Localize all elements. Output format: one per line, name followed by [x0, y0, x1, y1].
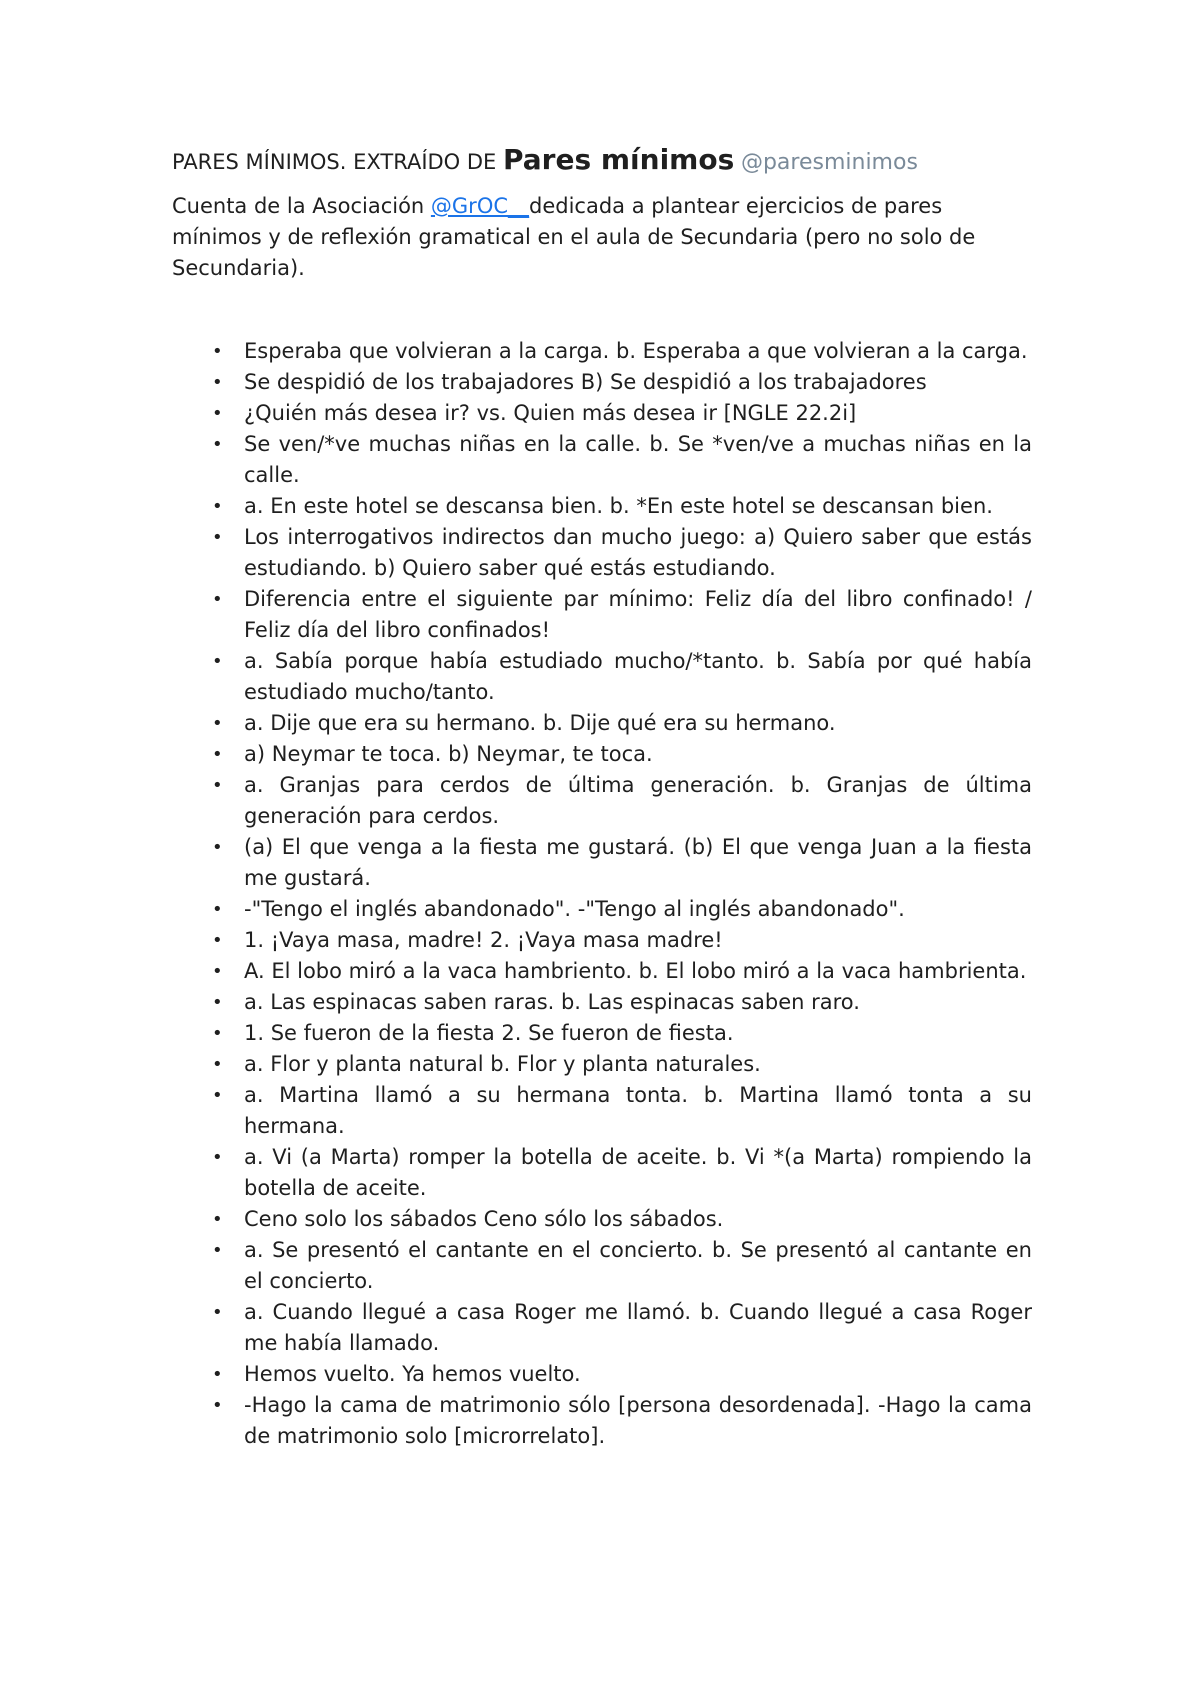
list-item [172, 1080, 1032, 1142]
list-item-text: Se ven/*ve muchas niñas en la calle. b. Se *ven/ve a muchas niñas en la calle. [244, 432, 1032, 487]
bullet-icon: • [212, 1395, 223, 1416]
list-item [172, 1018, 1032, 1049]
list-item [172, 1235, 1032, 1297]
bullet-icon: • [212, 1302, 223, 1323]
intro-paragraph [172, 191, 1032, 284]
heading-handle: @paresminimos [740, 150, 918, 175]
bullet-icon: • [212, 372, 223, 393]
list-item-text: ¿Quién más desea ir? vs. Quien más desea ir [NGLE 22.2i] [244, 401, 857, 425]
bullet-icon: • [212, 589, 223, 610]
list-item-text: a) Neymar te toca. b) Neymar, te toca. [244, 742, 653, 766]
bullet-icon: • [212, 899, 223, 920]
list-item-text: a. Se presentó el cantante en el concierto. b. Se presentó al cantante en el concierto. [244, 1238, 1032, 1293]
heading-prefix: PARES MÍNIMOS. EXTRAÍDO DE [172, 150, 503, 174]
minimal-pairs-list [172, 336, 1032, 1452]
list-item-text: Hemos vuelto. Ya hemos vuelto. [244, 1362, 581, 1386]
list-item [172, 894, 1032, 925]
bullet-icon: • [212, 403, 223, 424]
bullet-icon: • [212, 992, 223, 1013]
bullet-icon: • [212, 527, 223, 548]
list-item [172, 770, 1032, 832]
list-item [172, 1204, 1032, 1235]
list-item [172, 398, 1032, 429]
list-item [172, 522, 1032, 584]
bullet-icon: • [212, 651, 223, 672]
list-item-text: a. Sabía porque había estudiado mucho/*tanto. b. Sabía por qué había estudiado mucho/tanto. [244, 649, 1032, 704]
list-item [172, 832, 1032, 894]
document-page [172, 140, 1032, 1452]
list-item-text: a. Granjas para cerdos de última generación. b. Granjas de última generación para cerdos. [244, 773, 1032, 828]
list-item-text: 1. Se fueron de la fiesta 2. Se fueron de fiesta. [244, 1021, 734, 1045]
bullet-icon: • [212, 496, 223, 517]
list-item [172, 336, 1032, 367]
list-item [172, 429, 1032, 491]
list-item-text: a. Cuando llegué a casa Roger me llamó. b. Cuando llegué a casa Roger me había llamado. [244, 1300, 1032, 1355]
bullet-icon: • [212, 713, 223, 734]
list-item-text: a. Flor y planta natural b. Flor y planta naturales. [244, 1052, 761, 1076]
bullet-icon: • [212, 341, 223, 362]
list-item [172, 1049, 1032, 1080]
list-item-text: a. En este hotel se descansa bien. b. *En este hotel se descansan bien. [244, 494, 993, 518]
bullet-icon: • [212, 930, 223, 951]
list-item [172, 646, 1032, 708]
bullet-icon: • [212, 434, 223, 455]
list-item [172, 739, 1032, 770]
list-item [172, 1359, 1032, 1390]
list-item-text: A. El lobo miró a la vaca hambriento. b. El lobo miró a la vaca hambrienta. [244, 959, 1027, 983]
document-heading [172, 140, 1032, 183]
bullet-icon: • [212, 1054, 223, 1075]
bullet-icon: • [212, 1085, 223, 1106]
list-item [172, 987, 1032, 1018]
list-item-text: Esperaba que volvieran a la carga. b. Esperaba a que volvieran a la carga. [244, 339, 1028, 363]
list-item-text: a. Vi (a Marta) romper la botella de aceite. b. Vi *(a Marta) rompiendo la botella de aceite. [244, 1145, 1032, 1200]
bullet-icon: • [212, 1240, 223, 1261]
heading-title: Pares mínimos [503, 143, 735, 176]
list-item [172, 956, 1032, 987]
bullet-icon: • [212, 775, 223, 796]
bullet-icon: • [212, 744, 223, 765]
list-item-text: Se despidió de los trabajadores B) Se despidió a los trabajadores [244, 370, 927, 394]
list-item [172, 1142, 1032, 1204]
bullet-icon: • [212, 1209, 223, 1230]
bullet-icon: • [212, 1023, 223, 1044]
list-item-text: (a) El que venga a la fiesta me gustará. (b) El que venga Juan a la fiesta me gustará. [244, 835, 1032, 890]
list-item [172, 925, 1032, 956]
bullet-icon: • [212, 1147, 223, 1168]
list-item [172, 1297, 1032, 1359]
intro-text-before: Cuenta de la Asociación [172, 194, 431, 218]
list-item [172, 1390, 1032, 1452]
bullet-icon: • [212, 1364, 223, 1385]
list-item-text: a. Martina llamó a su hermana tonta. b. Martina llamó tonta a su hermana. [244, 1083, 1032, 1138]
list-item-text: Los interrogativos indirectos dan mucho juego: a) Quiero saber que estás estudiando. b) Quiero saber qué estás estudiando. [244, 525, 1032, 580]
list-item-text: Diferencia entre el siguiente par mínimo: Feliz día del libro confinado! / Feliz día del libro confinados! [244, 587, 1032, 642]
list-item [172, 708, 1032, 739]
bullet-icon: • [212, 837, 223, 858]
list-item-text: a. Las espinacas saben raras. b. Las espinacas saben raro. [244, 990, 860, 1014]
list-item [172, 584, 1032, 646]
groc-link[interactable]: @GrOC__ [430, 194, 530, 218]
list-item [172, 367, 1032, 398]
list-item [172, 491, 1032, 522]
list-item-text: 1. ¡Vaya masa, madre! 2. ¡Vaya masa madre! [244, 928, 723, 952]
list-item-text: Ceno solo los sábados Ceno sólo los sábados. [244, 1207, 724, 1231]
list-item-text: a. Dije que era su hermano. b. Dije qué era su hermano. [244, 711, 836, 735]
bullet-icon: • [212, 961, 223, 982]
list-item-text: -Hago la cama de matrimonio sólo [persona desordenada]. -Hago la cama de matrimonio solo [microrrelato]. [244, 1393, 1032, 1448]
list-item-text: -"Tengo el inglés abandonado". -"Tengo al inglés abandonado". [244, 897, 905, 921]
intro-text-after: dedicada a plantear ejercicios de pares mínimos y de reflexión gramatical en el aula de Secundaria (pero no solo de Secundaria). [172, 194, 976, 280]
